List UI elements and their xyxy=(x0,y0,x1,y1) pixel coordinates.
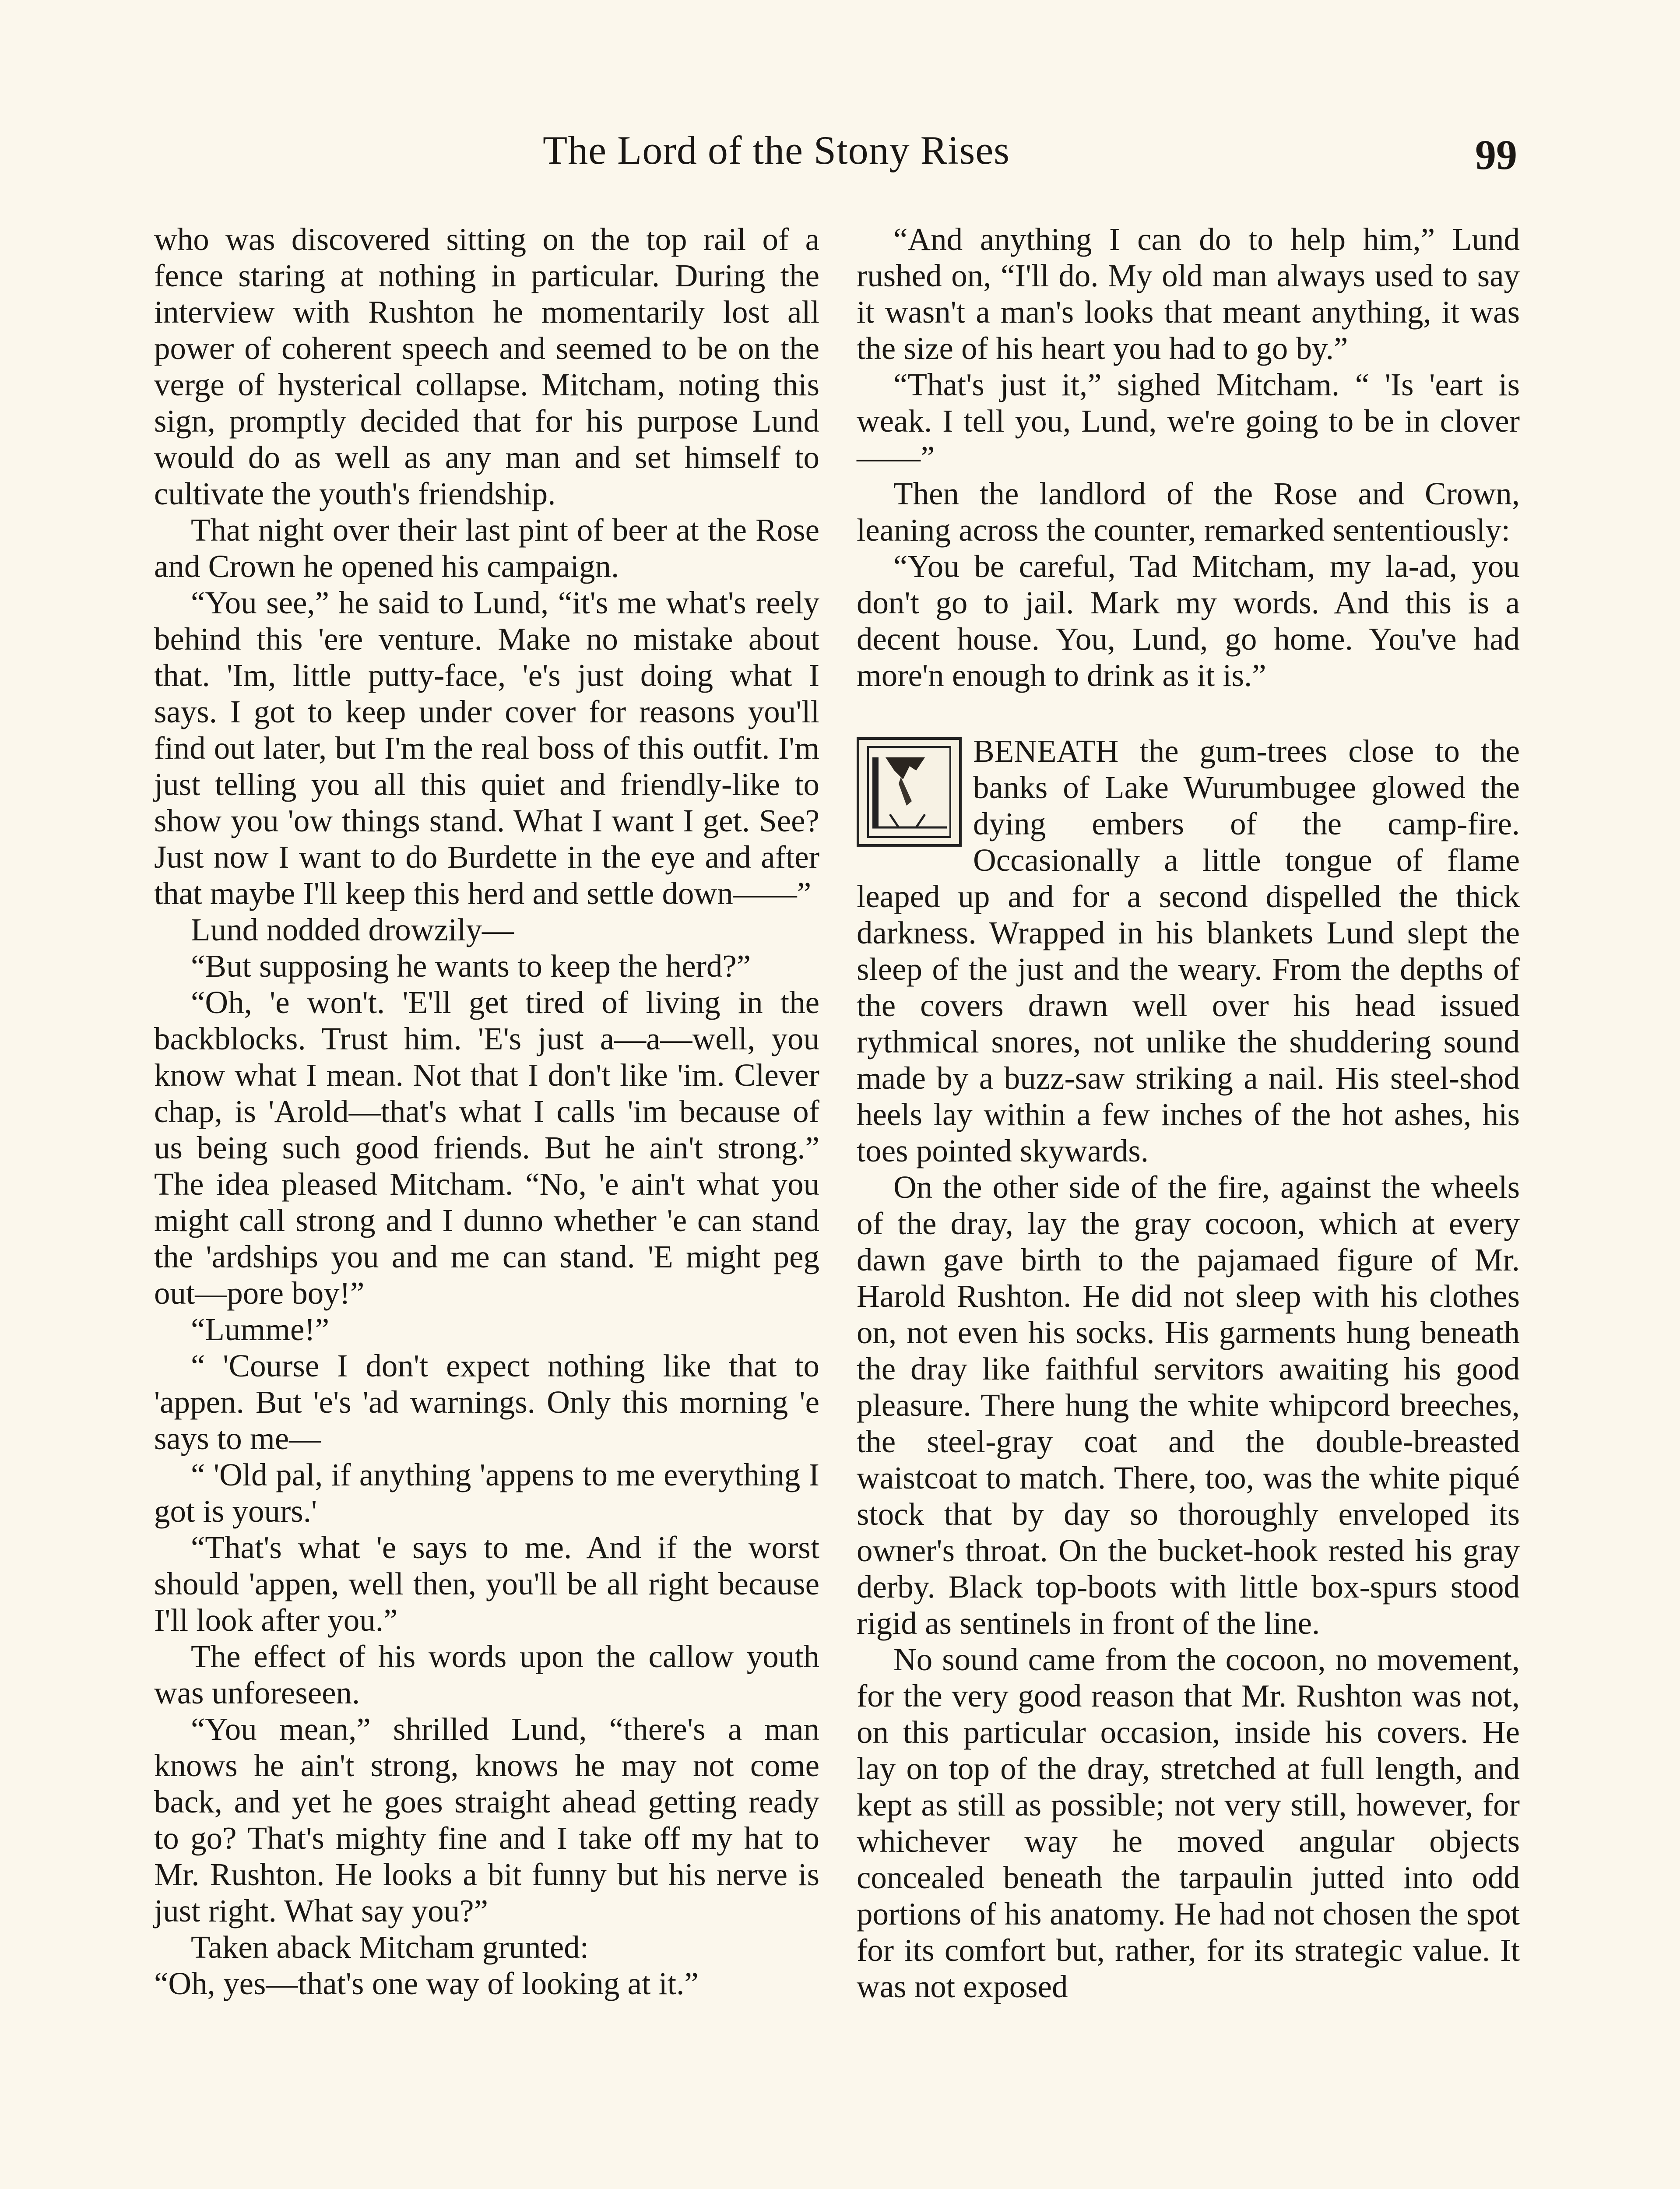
running-title: The Lord of the Stony Rises xyxy=(543,128,1010,172)
paragraph: “That's just it,” sighed Mitcham. “ 'Is 'eart is weak. I tell you, Lund, we're going to be in clover——” xyxy=(857,367,1520,475)
paragraph: “Lumme!” xyxy=(191,1312,330,1347)
drop-cap-ornament-icon xyxy=(857,737,962,847)
section-break xyxy=(857,693,1520,733)
paragraph: “ 'Old pal, if anything 'appens to me everything I got is yours.' xyxy=(154,1457,819,1529)
paragraph: “But supposing he wants to keep the herd?” xyxy=(191,948,751,984)
paragraph: That night over their last pint of beer at the Rose and Crown he opened his campaign. xyxy=(154,512,819,584)
paragraph: “Oh, 'e won't. 'E'll get tired of living in the backblocks. Trust him. 'E's just a—a—well, you know what I mean. Not that I don't like 'im. Clever chap, is 'Arold—that's what I calls 'im because of us being such good friends. But he ain't strong.” The idea pleased Mitcham. “No, 'e ain't what you might call strong and I dunno whether 'e can stand the 'ardships you and me can stand. 'E might peg out—pore boy!” xyxy=(154,985,819,1311)
page-number: 99 xyxy=(1475,131,1517,178)
paragraph: The effect of his words upon the callow youth was unforeseen. xyxy=(154,1639,819,1710)
paragraph: Then the landlord of the Rose and Crown, leaning across the counter, remarked sententiously: xyxy=(857,476,1520,548)
paragraph: “ 'Course I don't expect nothing like that to 'appen. But 'e's 'ad warnings. Only this morning 'e says to me— xyxy=(154,1348,819,1456)
paragraph: BENEATH the gum-trees close to the banks of Lake Wurumbugee glowed the dying embers of the camp-fire. Occasionally a little tongue of flame leaped up and for a second dispelled the thick darkness. Wrapped in his blankets Lund slept the sleep of the just and the weary. From the depths of the covers drawn well over his head issued rythmical snores, not unlike the shuddering sound made by a buzz-saw striking a nail. His steel-shod heels lay within a few inches of the hot ashes, his toes pointed skywards. xyxy=(857,733,1520,1168)
paragraph: “And anything I can do to help him,” Lund rushed on, “I'll do. My old man always used to say it wasn't a man's looks that meant anything, it was the size of his heart you had to go by.” xyxy=(857,222,1520,366)
paragraph: “You see,” he said to Lund, “it's me what's reely behind this 'ere venture. Make no mistake about that. 'Im, little putty-face, 'e's just doing what I says. I got to keep under cover for reasons you'll find out later, but I'm the real boss of this outfit. I'm just telling you all this quiet and friendly-like to show you 'ow things stand. What I want I get. See? Just now I want to do Burdette in the eye and after that maybe I'll keep this herd and settle down——” xyxy=(154,585,819,911)
paragraph: Lund nodded drowzily— xyxy=(191,912,514,947)
paragraph: “You mean,” shrilled Lund, “there's a man knows he ain't strong, knows he may not come back, and yet he goes straight ahead getting ready to go? That's mighty fine and I take off my hat to Mr. Rushton. He looks a bit funny but his nerve is just right. What say you?” xyxy=(154,1711,819,1929)
paragraph: “Oh, yes—that's one way of looking at it.” xyxy=(154,1966,699,2001)
paragraph: “You be careful, Tad Mitcham, my la-ad, you don't go to jail. Mark my words. And this is a decent house. You, Lund, go home. You've had more'n enough to drink as it is.” xyxy=(857,549,1520,693)
paragraph: On the other side of the fire, against the wheels of the dray, lay the gray cocoon, which at every dawn gave birth to the pajamaed figure of Mr. Harold Rushton. He did not sleep with his clothes on, not even his socks. His garments hung beneath the dray like faithful servitors awaiting his good pleasure. There hung the white whipcord breeches, the steel-gray coat and the double-breasted waistcoat to match. There, too, was the white piqué stock that by day so thoroughly enveloped its owner's throat. On the bucket-hook rested his gray derby. Black top-boots with little box-spurs stood rigid as sentinels in front of the line. xyxy=(857,1169,1520,1641)
paragraph: Taken aback Mitcham grunted: xyxy=(191,1929,589,1965)
left-column xyxy=(154,221,819,2002)
paragraph: No sound came from the cocoon, no movement, for the very good reason that Mr. Rushton was not, on this particular occasion, inside his covers. He lay on top of the dray, stretched at full length, and kept as still as possible; not very still, however, for whichever way he moved angular objects concealed beneath the tarpaulin jutted into odd portions of his anatomy. He had not chosen the spot for its comfort but, rather, for its strategic value. It was not exposed xyxy=(857,1642,1520,2004)
paragraph: who was discovered sitting on the top rail of a fence staring at nothing in particular. During the interview with Rushton he momentarily lost all power of coherent speech and seemed to be on the verge of hysterical collapse. Mitcham, noting this sign, promptly decided that for his purpose Lund would do as well as any man and set himself to cultivate the youth's friendship. xyxy=(154,222,819,511)
right-column xyxy=(857,221,1520,2005)
paragraph: “That's what 'e says to me. And if the worst should 'appen, well then, you'll be all right because I'll look after you.” xyxy=(154,1530,819,1638)
